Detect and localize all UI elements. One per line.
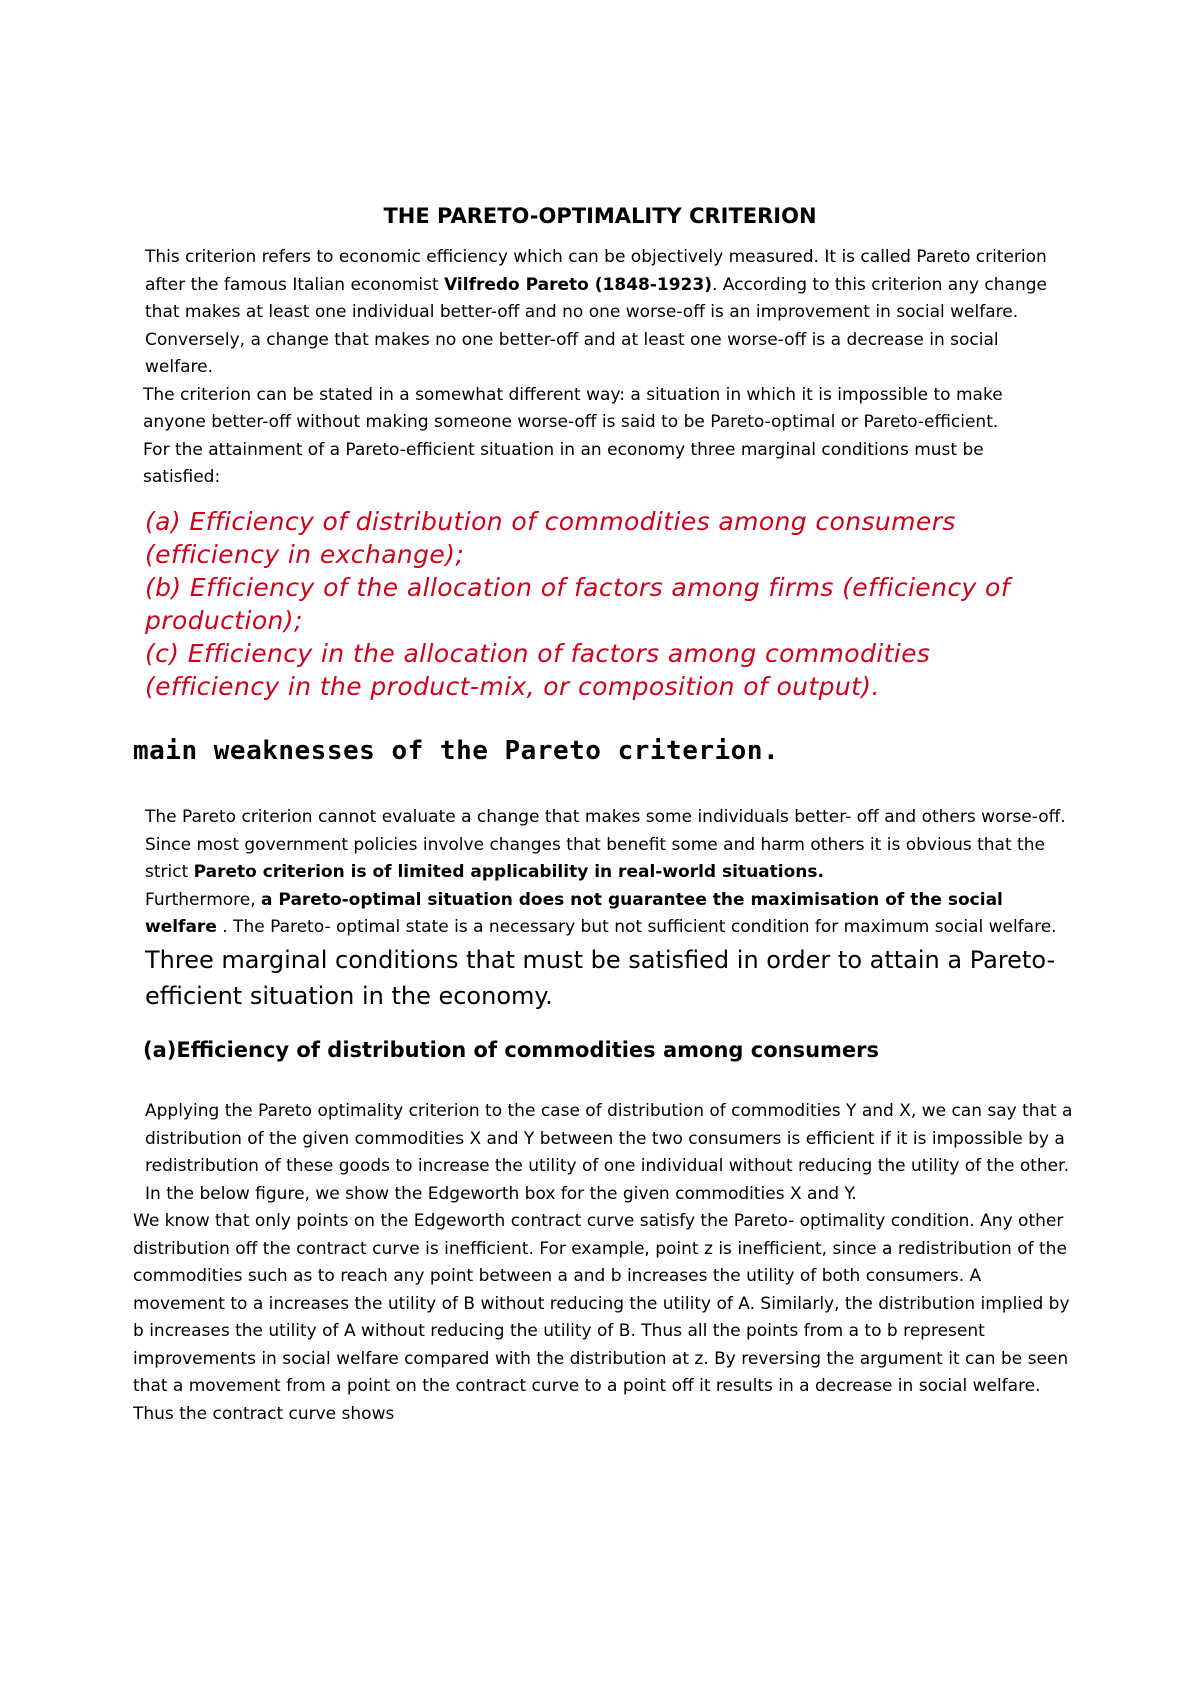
condition-a: (a) Efficiency of distribution of commodities among consumers (efficiency in exchange);	[145, 507, 956, 569]
section-a-paragraph-1: Applying the Pareto optimality criterion to the case of distribution of commodities Y and X, we can say that a distribution of the given commodities X and Y between the two consumers is efficient if it is impossible by a redistribution of these goods to increase the utility of one individual without reducing the utility of the other.	[145, 1101, 1073, 1176]
three-conditions-statement: Three marginal conditions that must be satisfied in order to attain a Pareto-efficient situation in the economy.	[145, 945, 1056, 1010]
intro-paragraph-2: The criterion can be stated in a somewhat different way: a situation in which it is impossible to make anyone better-off without making someone worse-off is said to be Pareto-optimal or Pareto-efficient.	[143, 384, 1003, 432]
intro-section	[145, 244, 1065, 492]
section-a-paragraph-2: In the below figure, we show the Edgeworth box for the given commodities X and Y.	[145, 1183, 857, 1204]
marginal-conditions-list	[145, 505, 1065, 703]
pareto-name: Vilfredo Pareto (1848-1923)	[444, 274, 712, 295]
weakness-paragraph-1	[145, 804, 1075, 887]
weakness-text-2: Furthermore,	[145, 889, 262, 910]
intro-paragraph-1	[145, 244, 1065, 382]
intro-text: This criterion refers to economic efficiency which can be objectively measured. It is called Pareto criterion after the famous Italian economist	[145, 247, 1047, 295]
condition-c: (c) Efficiency in the allocation of factors among commodities (efficiency in the product-mix, or composition of output).	[145, 639, 931, 701]
weakness-text: The Pareto criterion cannot evaluate a change that makes some individuals better- off and others worse-off. Since most government policies involve changes that benefit some and harm others it is obvious that the strict	[145, 807, 1066, 882]
weakness-text-3: . The Pareto- optimal state is a necessary but not sufficient condition for maximum social welfare.	[216, 917, 1057, 937]
condition-b: (b) Efficiency of the allocation of factors among firms (efficiency of production);	[145, 573, 1010, 635]
page-title: THE PARETO-OPTIMALITY CRITERION	[383, 204, 817, 228]
intro-text-continued: . According to this criterion any change that makes at least one individual better-off and no one worse-off is an improvement in social welfare. Conversely, a change that makes no one better-off and at least one worse-off is a decrease in social welfare.	[145, 274, 1047, 377]
weakness-paragraph-2	[145, 887, 1075, 942]
section-a-body	[133, 1098, 1075, 1428]
section-a-paragraph-3: We know that only points on the Edgeworth contract curve satisfy the Pareto- optimality condition. Any other distribution off the contract curve is inefficient. For example, point z is inefficient, since a redistribution of the commodities such as to reach any point between a and b increases the utility of both consumers. A movement to a increases the utility of B without reducing the utility of A. Similarly, the distribution implied by b increases the utility of A without reducing the utility of B. Thus all the points from a to b represent improvements in social welfare compared with the distribution at z. By reversing the argument it can be seen that a movement from a point on the contract curve to a point off it results in a decrease in social welfare. Thus the contract curve shows	[133, 1211, 1070, 1424]
weakness-bold-text-2: a Pareto-optimal situation does not guarantee the maximisation of the social welfare	[145, 889, 1003, 937]
weaknesses-section	[145, 804, 1075, 1014]
weakness-bold-text: Pareto criterion is of limited applicability in real-world situations.	[193, 862, 824, 882]
intro-paragraph-3: For the attainment of a Pareto-efficient situation in an economy three marginal conditions must be satisfied:	[143, 439, 984, 487]
weaknesses-heading: main weaknesses of the Pareto criterion.	[133, 736, 780, 766]
section-a-heading: (a)Efficiency of distribution of commodities among consumers	[143, 1038, 880, 1062]
